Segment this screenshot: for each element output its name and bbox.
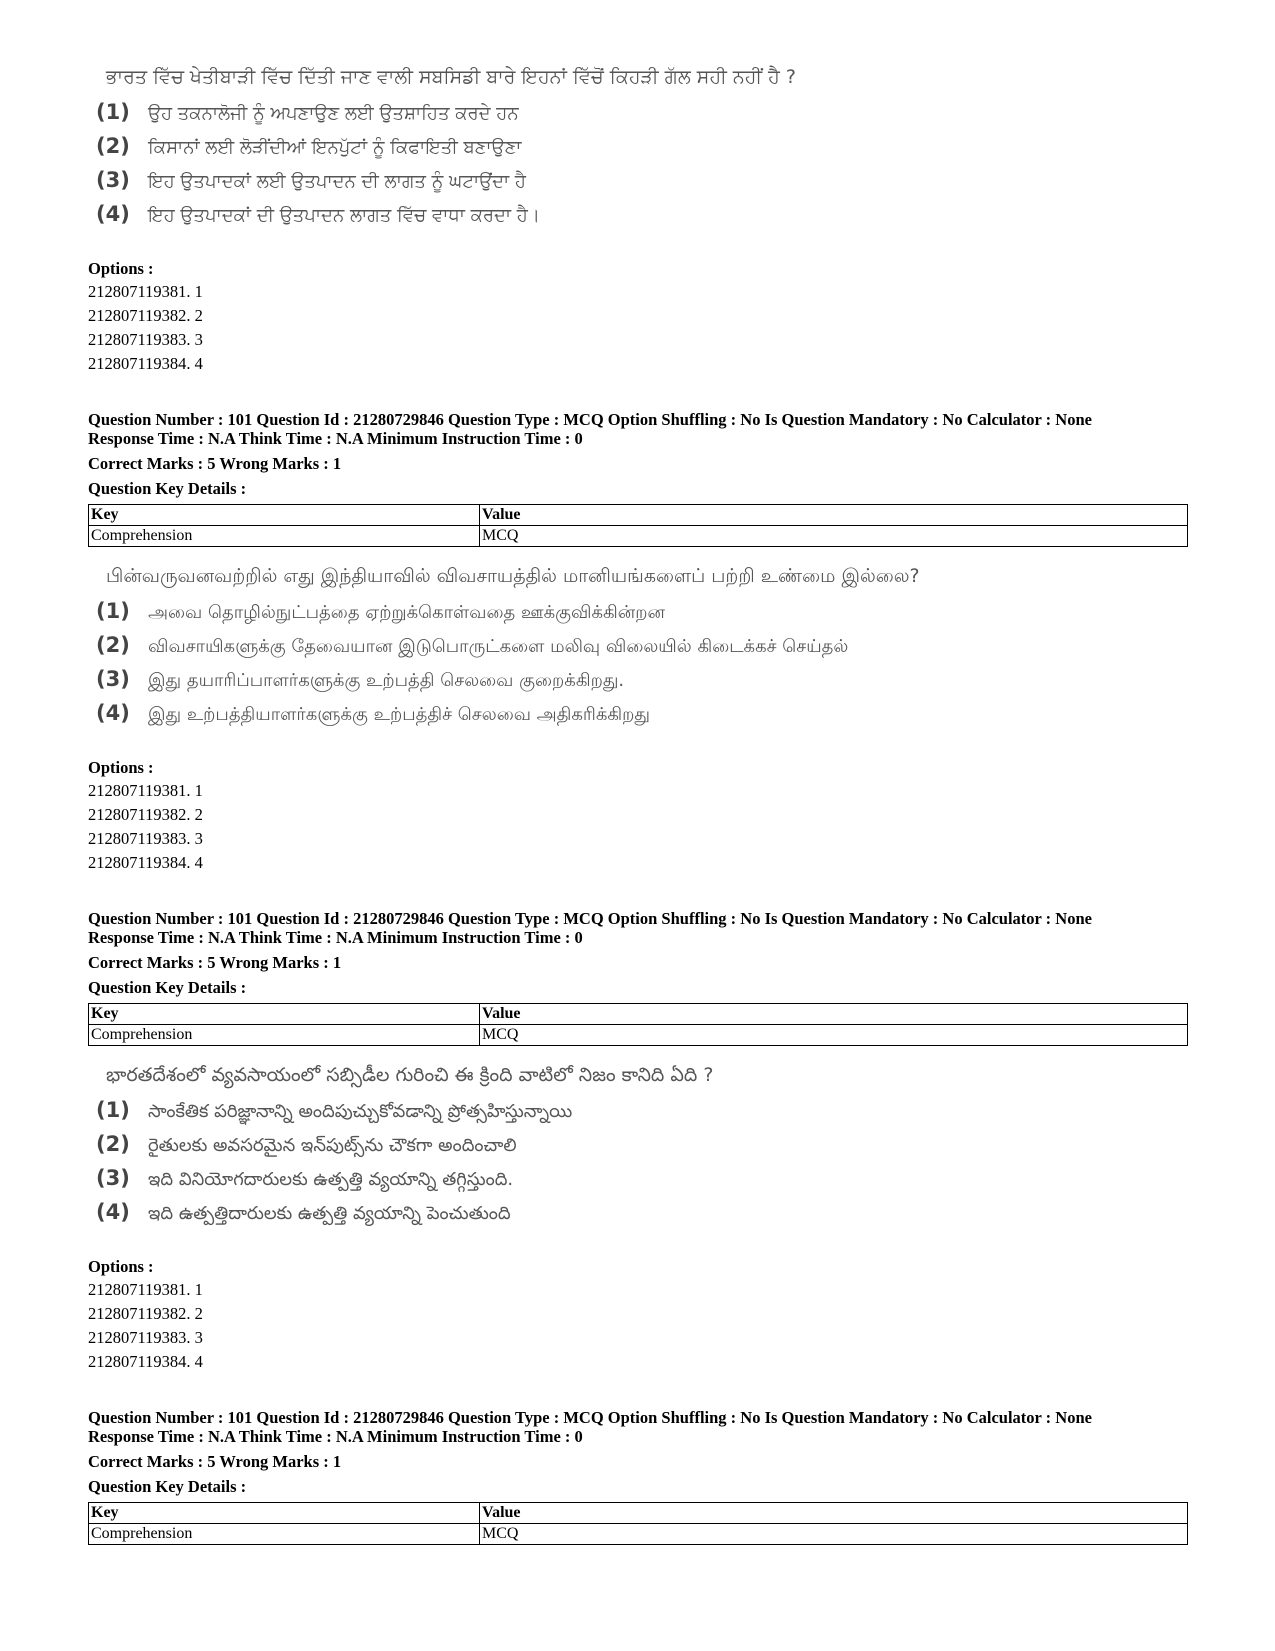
- table-cell-value: MCQ: [480, 526, 1188, 547]
- option-id: 212807119382. 2: [88, 306, 203, 325]
- key-details-heading: Question Key Details :: [88, 479, 247, 498]
- question-meta-line2: Response Time : N.A Think Time : N.A Minimum Instruction Time : 0: [88, 1427, 583, 1446]
- table-header-row: [89, 505, 1188, 526]
- question-meta-line1: Question Number : 101 Question Id : 21280729846 Question Type : MCQ Option Shuffling : No Is Question Mandatory : No Calculator : None: [88, 909, 1092, 928]
- question-meta-line1: Question Number : 101 Question Id : 21280729846 Question Type : MCQ Option Shuffling : No Is Question Mandatory : No Calculator : None: [88, 1408, 1092, 1427]
- question-option: (3) ఇది వినియోగదారులకు ఉత్పత్తి వ్యయాన్ని తగ్గిస్తుంది.: [96, 1166, 514, 1190]
- question-meta: [88, 909, 1188, 997]
- table-row: [89, 1524, 1188, 1545]
- option-id: 212807119384. 4: [88, 853, 203, 872]
- table-cell-key: Comprehension: [89, 526, 480, 547]
- key-details-table: [88, 1003, 1188, 1046]
- question-stem: பின்வருவனவற்றில் எது இந்தியாவில் விவசாயத்தில் மானியங்களைப் பற்றி உண்மை இல்லை?: [106, 565, 920, 587]
- table-row: [89, 526, 1188, 547]
- table-header-row: [89, 1503, 1188, 1524]
- question-stem: భారతదేశంలో వ్యవసాయంలో సబ్సిడీల గురించి ఈ క్రింది వాటిలో నిజం కానిది ఏది ?: [106, 1064, 714, 1086]
- key-details-table: [88, 504, 1188, 547]
- options-label: Options :: [88, 758, 154, 777]
- key-details-table: [88, 1502, 1188, 1545]
- question-image-tamil: [88, 561, 1188, 731]
- question-option: (4) ਇਹ ਉਤਪਾਦਕਾਂ ਦੀ ਉਤਪਾਦਨ ਲਾਗਤ ਵਿੱਚ ਵਾਧਾ ਕਰਦਾ ਹੈ।: [96, 202, 540, 226]
- question-meta-line2: Response Time : N.A Think Time : N.A Minimum Instruction Time : 0: [88, 429, 583, 448]
- option-id: 212807119382. 2: [88, 805, 203, 824]
- question-option: (4) ఇది ఉత్పత్తిదారులకు ఉత్పత్తి వ్యయాన్ని పెంచుతుంది: [96, 1200, 511, 1224]
- options-label: Options :: [88, 259, 154, 278]
- question-option: (4) இது உற்பத்தியாளர்களுக்கு உற்பத்திச் செலவை அதிகரிக்கிறது: [96, 701, 651, 725]
- marks-line: Correct Marks : 5 Wrong Marks : 1: [88, 454, 342, 473]
- key-details-heading: Question Key Details :: [88, 978, 247, 997]
- option-id: 212807119381. 1: [88, 781, 203, 800]
- table-header-value: Value: [480, 1004, 1188, 1025]
- key-details-heading: Question Key Details :: [88, 1477, 247, 1496]
- table-row: [89, 1025, 1188, 1046]
- question-option: (1) సాంకేతిక పరిజ్ఞానాన్ని అందిపుచ్చుకోవడాన్ని ప్రోత్సహిస్తున్నాయి: [96, 1098, 573, 1122]
- option-id: 212807119383. 3: [88, 330, 203, 349]
- marks-line: Correct Marks : 5 Wrong Marks : 1: [88, 1452, 342, 1471]
- question-option: (1) ਉਹ ਤਕਨਾਲੋਜੀ ਨੂੰ ਅਪਣਾਉਣ ਲਈ ਉਤਸ਼ਾਹਿਤ ਕਰਦੇ ਹਨ: [96, 100, 519, 124]
- question-image-telugu: [88, 1060, 1188, 1230]
- question-option: (2) రైతులకు అవసరమైన ఇన్‌పుట్స్‌ను చౌకగా అందించాలి: [96, 1132, 517, 1156]
- question-stem: ਭਾਰਤ ਵਿੱਚ ਖੇਤੀਬਾੜੀ ਵਿੱਚ ਦਿੱਤੀ ਜਾਣ ਵਾਲੀ ਸਬਸਿਡੀ ਬਾਰੇ ਇਹਨਾਂ ਵਿੱਚੋਂ ਕਿਹੜੀ ਗੱਲ ਸਹੀ ਨਹੀਂ ਹੈ ?: [106, 66, 796, 88]
- table-header-key: Key: [89, 1004, 480, 1025]
- question-option: (1) அவை தொழில்நுட்பத்தை ஏற்றுக்கொள்வதை ஊக்குவிக்கின்றன: [96, 599, 665, 623]
- question-meta: [88, 410, 1188, 498]
- question-option: (2) ਕਿਸਾਨਾਂ ਲਈ ਲੋੜੀਂਦੀਆਂ ਇਨਪੁੱਟਾਂ ਨੂੰ ਕਿਫਾਇਤੀ ਬਣਾਉਣਾ: [96, 134, 522, 158]
- options-label: Options :: [88, 1257, 154, 1276]
- question-option: (2) விவசாயிகளுக்கு தேவையான இடுபொருட்களை மலிவு விலையில் கிடைக்கச் செய்தல்: [96, 633, 849, 657]
- option-id: 212807119384. 4: [88, 354, 203, 373]
- question-meta-line2: Response Time : N.A Think Time : N.A Minimum Instruction Time : 0: [88, 928, 583, 947]
- table-header-key: Key: [89, 1503, 480, 1524]
- option-id: 212807119381. 1: [88, 282, 203, 301]
- table-cell-key: Comprehension: [89, 1025, 480, 1046]
- option-id: 212807119381. 1: [88, 1280, 203, 1299]
- table-cell-key: Comprehension: [89, 1524, 480, 1545]
- question-meta: [88, 1408, 1188, 1496]
- option-id: 212807119383. 3: [88, 1328, 203, 1347]
- document-page: [88, 62, 1188, 1545]
- question-image-punjabi: [88, 62, 1188, 232]
- table-cell-value: MCQ: [480, 1025, 1188, 1046]
- table-header-value: Value: [480, 505, 1188, 526]
- table-header-key: Key: [89, 505, 480, 526]
- question-option: (3) இது தயாரிப்பாளர்களுக்கு உற்பத்தி செலவை குறைக்கிறது.: [96, 667, 625, 691]
- marks-line: Correct Marks : 5 Wrong Marks : 1: [88, 953, 342, 972]
- question-option: (3) ਇਹ ਉਤਪਾਦਕਾਂ ਲਈ ਉਤਪਾਦਨ ਦੀ ਲਾਗਤ ਨੂੰ ਘਟਾਉਂਦਾ ਹੈ: [96, 168, 526, 192]
- option-id: 212807119382. 2: [88, 1304, 203, 1323]
- table-cell-value: MCQ: [480, 1524, 1188, 1545]
- table-header-value: Value: [480, 1503, 1188, 1524]
- option-id: 212807119383. 3: [88, 829, 203, 848]
- option-id: 212807119384. 4: [88, 1352, 203, 1371]
- question-meta-line1: Question Number : 101 Question Id : 21280729846 Question Type : MCQ Option Shuffling : No Is Question Mandatory : No Calculator : None: [88, 410, 1092, 429]
- table-header-row: [89, 1004, 1188, 1025]
